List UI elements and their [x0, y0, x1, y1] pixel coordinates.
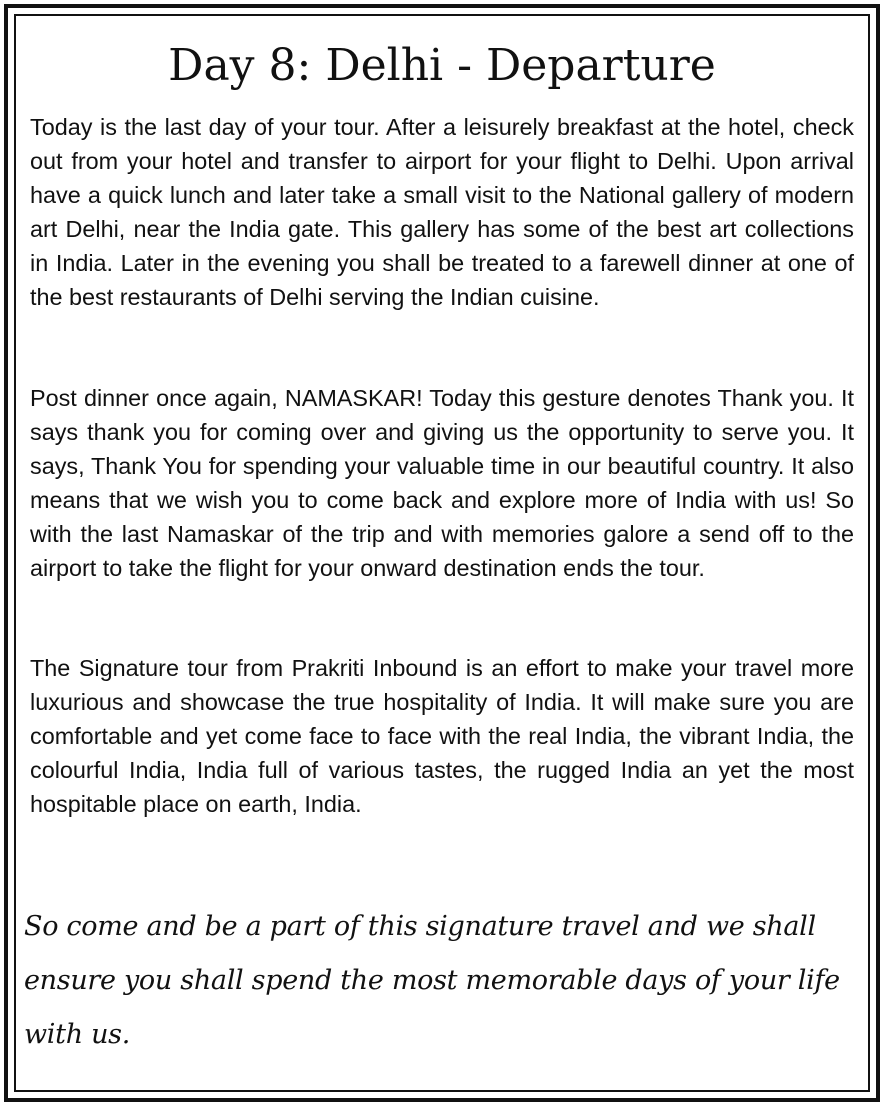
paragraph-namaskar: Post dinner once again, NAMASKAR! Today this gesture denotes Thank you. It says thank you for coming over and giving us the opportunity to serve you. It says, Thank You for spending your valuable time in our beautiful country. It also means that we wish you to come back and explore more of India with us! So with the last Namaskar of the trip and with memories galore a send off to the airport to take the flight for your onward destination ends the tour.: [30, 385, 854, 581]
closing-invitation: So come and be a part of this signature travel and we shall ensure you shall spend the most memorable days of your life with us.: [24, 911, 840, 1050]
paragraph-departure-day: Today is the last day of your tour. After a leisurely breakfast at the hotel, check out from your hotel and transfer to airport for your flight to Delhi. Upon arrival have a quick lunch and later take a small visit to the National gallery of modern art Delhi, near the India gate. This gallery has some of the best art collections in India. Later in the evening you shall be treated to a farewell dinner at one of the best restaurants of Delhi serving the Indian cuisine.: [30, 114, 854, 310]
paragraph-signature-tour: The Signature tour from Prakriti Inbound is an effort to make your travel more luxurious and showcase the true hospitality of India. It will make sure you are comfortable and yet come face to face with the real India, the vibrant India, the colourful India, India full of various tastes, the rugged India an yet the most hospitable place on earth, India.: [30, 655, 854, 817]
page-title: Day 8: Delhi - Departure: [168, 40, 716, 91]
